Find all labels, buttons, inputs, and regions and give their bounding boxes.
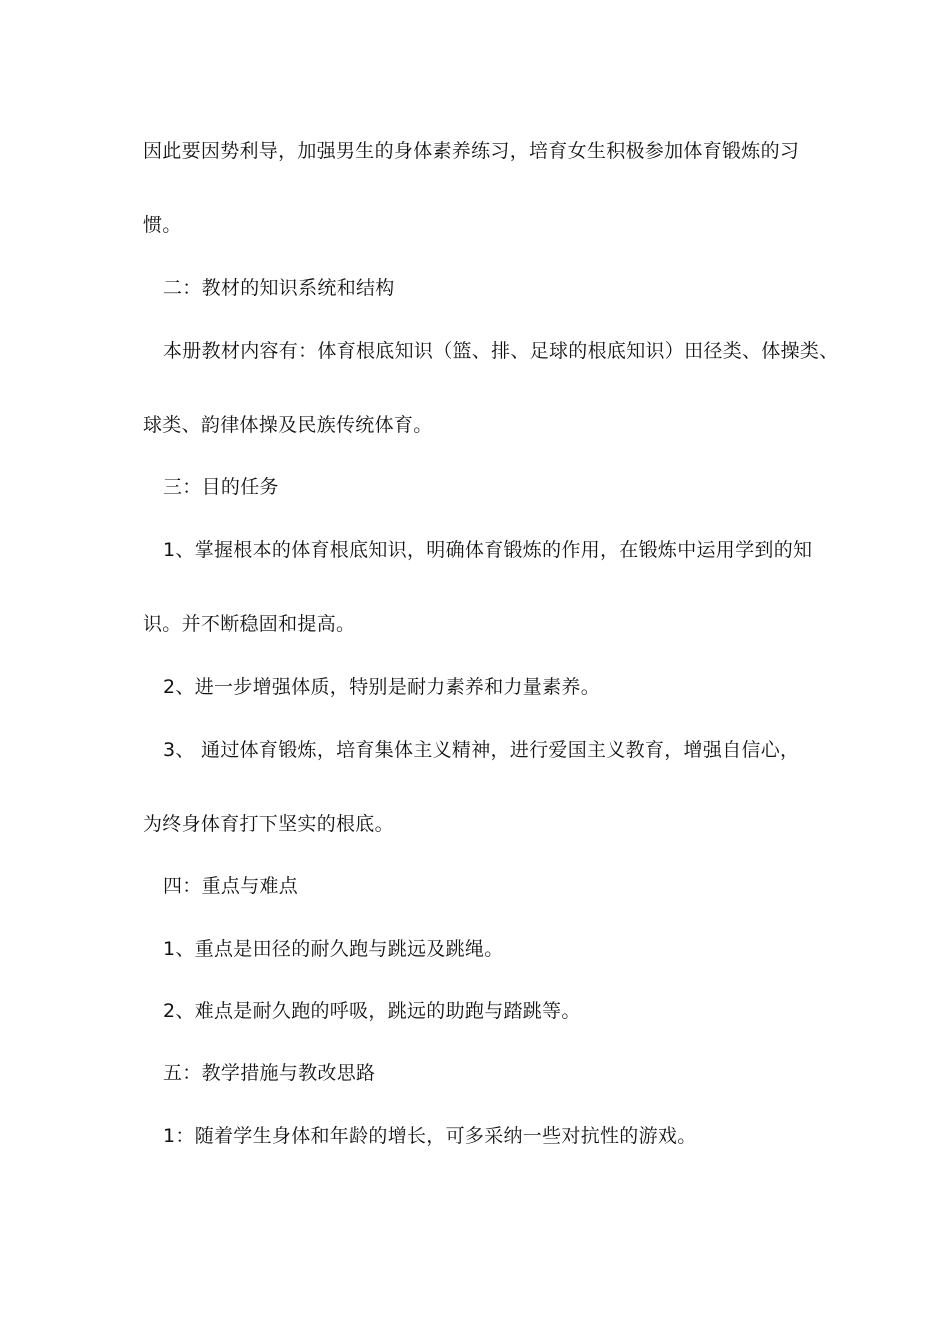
paragraph-line: 本册教材内容有：体育根底知识（篮、排、足球的根底知识）田径类、体操类、 [163, 340, 839, 362]
paragraph-line: 识。并不断稳固和提高。 [143, 613, 356, 635]
list-item: 1、重点是田径的耐久跑与跳远及跳绳。 [163, 938, 504, 960]
section-heading: 四：重点与难点 [163, 875, 299, 897]
paragraph-line: 惯。 [143, 214, 182, 236]
list-item: 2、难点是耐久跑的呼吸，跳远的助跑与踏跳等。 [163, 1000, 581, 1022]
list-item: 3、 通过体育锻炼，培育集体主义精神，进行爱国主义教育，增强自信心， [163, 739, 800, 761]
section-heading: 三：目的任务 [163, 476, 279, 498]
list-item: 1：随着学生身体和年龄的增长，可多采纳一些对抗性的游戏。 [163, 1125, 697, 1147]
paragraph-line: 为终身体育打下坚实的根底。 [143, 813, 394, 835]
paragraph-line: 因此要因势利导，加强男生的身体素养练习，培育女生积极参加体育锻炼的习 [143, 140, 800, 162]
section-heading: 二：教材的知识系统和结构 [163, 277, 395, 299]
list-item: 2、进一步增强体质，特别是耐力素养和力量素养。 [163, 676, 600, 698]
paragraph-line: 球类、韵律体操及民族传统体育。 [143, 414, 433, 436]
list-item: 1、掌握根本的体育根底知识，明确体育锻炼的作用，在锻炼中运用学到的知 [163, 539, 813, 561]
section-heading: 五：教学措施与教改思路 [163, 1062, 376, 1084]
